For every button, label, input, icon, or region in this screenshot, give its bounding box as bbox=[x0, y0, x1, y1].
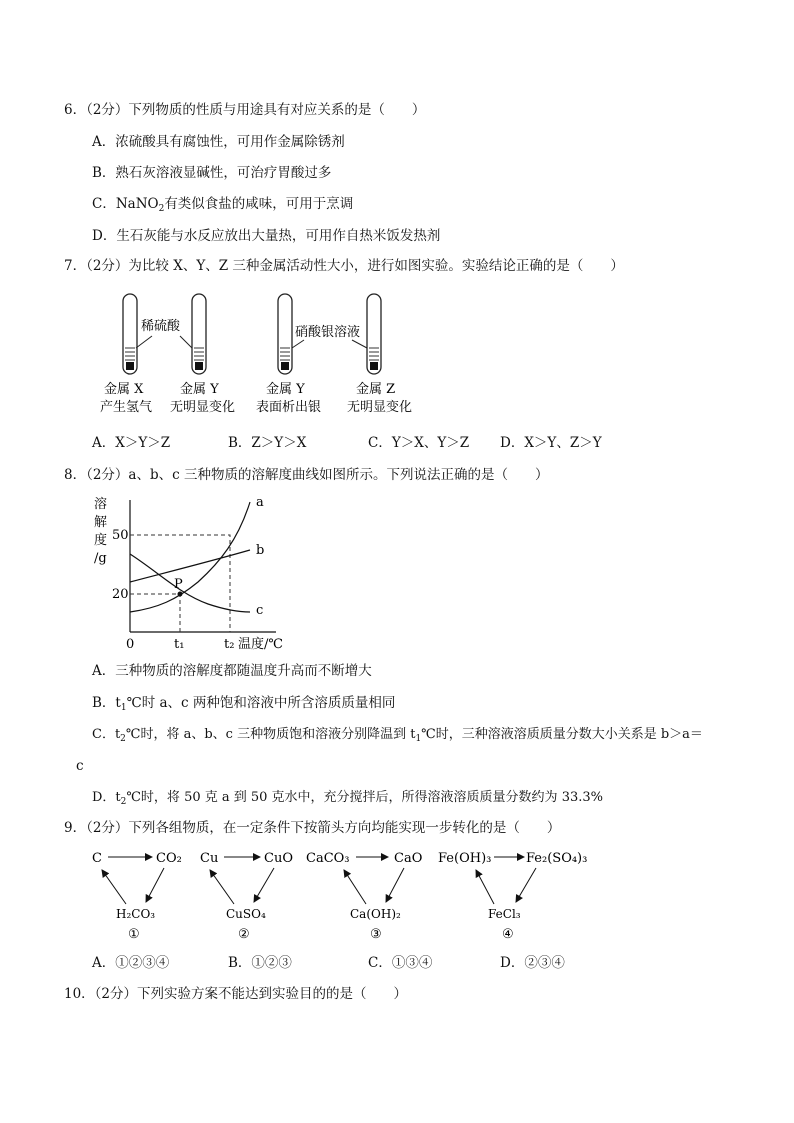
curve-b-label: b bbox=[256, 543, 265, 558]
q6-option-c-subscript: 2 bbox=[158, 204, 165, 214]
group-3-number: ③ bbox=[370, 927, 382, 942]
group-3-c: Ca(OH)₂ bbox=[350, 907, 401, 921]
q8-option-d-text: D．t bbox=[92, 790, 121, 805]
intersection-point-p bbox=[178, 592, 183, 597]
q7-option-d: D．X＞Y、Z＞Y bbox=[500, 435, 602, 451]
q6-option-b: B．熟石灰溶液显碱性，可治疗胃酸过多 bbox=[92, 165, 332, 181]
tube-2-result: 无明显变化 bbox=[170, 400, 236, 415]
curve-c-label: c bbox=[256, 603, 264, 618]
group-3-a: CaCO₃ bbox=[306, 851, 350, 866]
x-tick-t2: t₂ bbox=[224, 637, 235, 652]
q8-option-b-text: B．t bbox=[92, 695, 121, 711]
tube-1-result: 产生氢气 bbox=[100, 400, 153, 415]
q9-option-b: B．①②③ bbox=[228, 955, 292, 971]
q6-option-a: A．浓硫酸具有腐蚀性，可用作金属除锈剂 bbox=[92, 134, 345, 150]
tube-1-metal: 金属 X bbox=[104, 382, 144, 397]
group-3-b: CaO bbox=[394, 851, 423, 866]
curve-a-label: a bbox=[256, 495, 264, 510]
conversion-group-2 bbox=[200, 851, 293, 942]
q6-option-d: D．生石灰能与水反应放出大量热，可用作自热米饭发热剂 bbox=[92, 228, 441, 244]
q9-option-d: D．②③④ bbox=[500, 955, 565, 971]
q7-option-a: A．X＞Y＞Z bbox=[92, 435, 171, 451]
q6-option-c-text: C．NaNO bbox=[92, 196, 159, 212]
q8-option-b-subscript: 1 bbox=[120, 703, 127, 713]
q8-option-c-subscript-2: 1 bbox=[415, 734, 422, 744]
test-tube-3 bbox=[278, 294, 292, 374]
origin-label: 0 bbox=[126, 637, 135, 652]
q8-option-c-text-rest: ℃时，三种溶液溶质质量分数大小关系是 b＞a＝ bbox=[421, 727, 703, 742]
test-tube-1 bbox=[123, 294, 137, 374]
q8-option-b bbox=[92, 694, 395, 717]
q8-option-c-wrap: c bbox=[76, 758, 84, 774]
reagent-label-1: 稀硫酸 bbox=[141, 319, 181, 334]
group-4-c: FeCl₃ bbox=[488, 907, 521, 921]
conversion-group-3 bbox=[306, 851, 422, 942]
q9-option-a: A．①②③④ bbox=[92, 955, 170, 971]
q8-option-c bbox=[92, 726, 703, 748]
q8-option-c-text-mid: ℃时，将 a、b、c 三种物质饱和溶液分别降温到 t bbox=[125, 727, 416, 742]
q8-option-d-text-rest: ℃时，将 50 克 a 到 50 克水中，充分搅拌后，所得溶液溶质质量分数约为 33.3% bbox=[126, 790, 603, 805]
q8-option-b-text-rest: ℃时 a、c 两种饱和溶液中所含溶质质量相同 bbox=[126, 695, 396, 711]
test-tube-2 bbox=[192, 294, 206, 374]
x-axis-label: 温度/℃ bbox=[238, 637, 283, 652]
y-tick-20: 20 bbox=[112, 587, 129, 602]
group-2-number: ② bbox=[238, 927, 250, 942]
group-1-number: ① bbox=[128, 927, 140, 942]
group-1-c: H₂CO₃ bbox=[116, 907, 156, 921]
group-2-b: CuO bbox=[264, 851, 293, 866]
y-axis-label-2: 解 bbox=[94, 515, 108, 530]
group-2-c: CuSO₄ bbox=[226, 907, 266, 921]
point-p-label: P bbox=[174, 577, 183, 592]
y-axis-label-4: /g bbox=[94, 551, 107, 566]
q8-option-d-subscript: 2 bbox=[120, 797, 127, 807]
conversion-group-1 bbox=[92, 851, 182, 942]
tube-2-metal: 金属 Y bbox=[180, 382, 219, 397]
y-axis-label-1: 溶 bbox=[94, 497, 108, 512]
q8-option-c-subscript: 2 bbox=[120, 734, 126, 744]
reagent-label-2: 硝酸银溶液 bbox=[295, 325, 361, 340]
q9-stem: 9．（2分）下列各组物质，在一定条件下按箭头方向均能实现一步转化的是（ ） bbox=[64, 820, 561, 836]
tube-3-result: 表面析出银 bbox=[256, 400, 322, 415]
q7-test-tube-figure bbox=[90, 288, 430, 423]
q8-option-c-text: C．t bbox=[92, 727, 121, 742]
y-axis-label-3: 度 bbox=[94, 533, 108, 548]
group-1-b: CO₂ bbox=[156, 851, 182, 866]
conversion-group-4 bbox=[438, 851, 587, 942]
q8-solubility-graph bbox=[88, 490, 308, 655]
test-tube-4 bbox=[367, 294, 381, 374]
q8-stem: 8．（2分）a、b、c 三种物质的溶解度曲线如图所示。下列说法正确的是（ ） bbox=[64, 467, 549, 483]
q6-option-c bbox=[92, 195, 353, 218]
group-2-a: Cu bbox=[200, 851, 219, 866]
q8-option-a: A．三种物质的溶解度都随温度升高而不断增大 bbox=[92, 663, 372, 679]
q9-conversion-diagrams bbox=[88, 844, 608, 944]
group-4-a: Fe(OH)₃ bbox=[438, 851, 492, 866]
q6-option-c-text-rest: 有类似食盐的咸味，可用于烹调 bbox=[164, 196, 354, 212]
group-1-a: C bbox=[92, 851, 102, 866]
tube-4-result: 无明显变化 bbox=[347, 400, 413, 415]
q7-stem: 7．（2分）为比较 X、Y、Z 三种金属活动性大小，进行如图实验。实验结论正确的是（ ） bbox=[64, 258, 624, 274]
tube-3-metal: 金属 Y bbox=[266, 382, 305, 397]
q7-option-b: B．Z＞Y＞X bbox=[228, 435, 307, 451]
curve-c bbox=[130, 554, 250, 612]
group-4-number: ④ bbox=[502, 927, 514, 942]
group-4-b: Fe₂(SO₄)₃ bbox=[526, 851, 588, 866]
q6-stem: 6．（2分）下列物质的性质与用途具有对应关系的是（ ） bbox=[64, 102, 426, 118]
tube-4-metal: 金属 Z bbox=[356, 382, 396, 397]
q9-option-c: C．①③④ bbox=[368, 955, 433, 971]
q7-option-c: C．Y＞X、Y＞Z bbox=[368, 435, 470, 451]
x-tick-t1: t₁ bbox=[174, 637, 185, 652]
q8-option-d bbox=[92, 789, 603, 811]
y-tick-50: 50 bbox=[112, 528, 129, 543]
q10-stem: 10．（2分）下列实验方案不能达到实验目的的是（ ） bbox=[64, 986, 408, 1002]
